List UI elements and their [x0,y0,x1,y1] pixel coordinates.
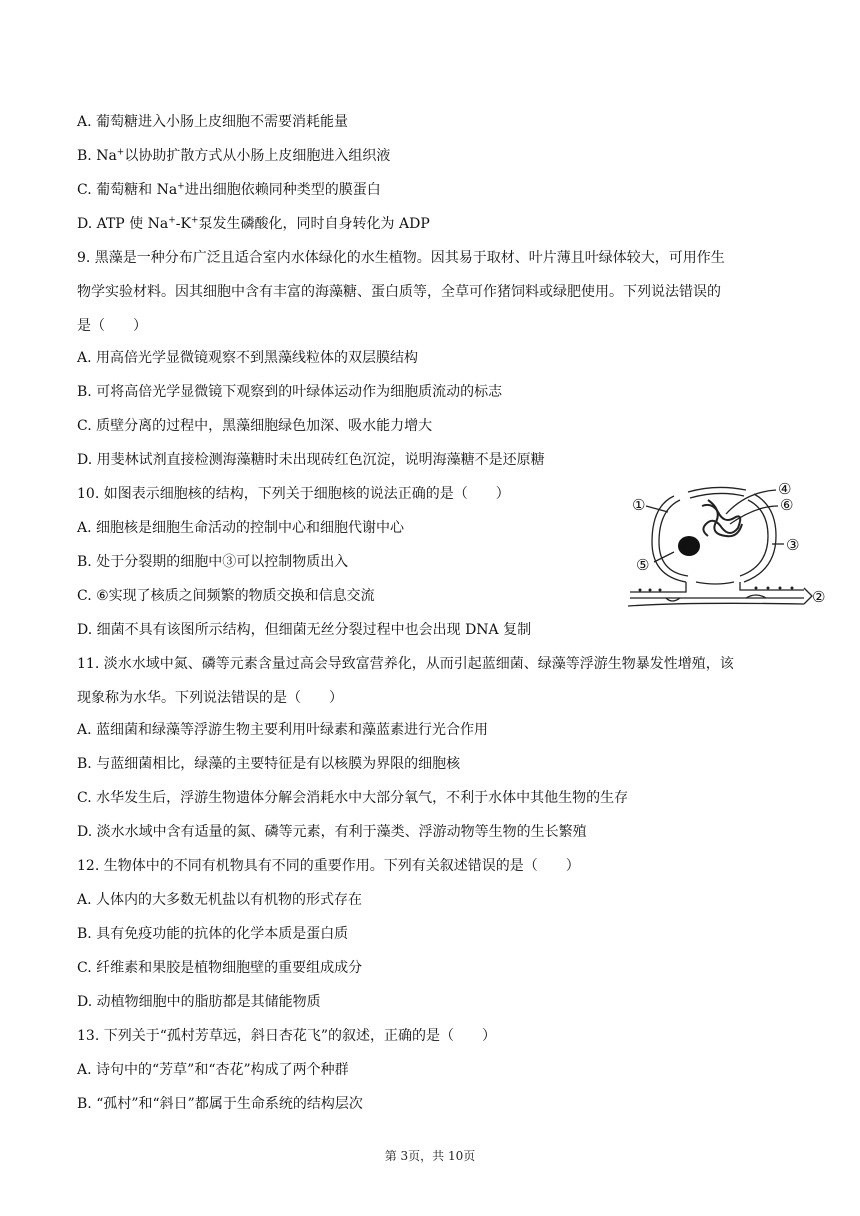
q9-option-a: A. 用高倍光学显微镜观察不到黑藻线粒体的双层膜结构 [77,350,419,366]
q8-option-a: A. 葡萄糖进入小肠上皮细胞不需要消耗能量 [77,114,349,130]
leader-5 [654,552,674,562]
leader-6 [730,506,778,524]
nuclear-envelope-right-outer [744,494,776,582]
q8-option-b-sup: + [116,147,125,158]
q8-option-b [77,146,390,166]
q8-option-b-suffix: 以协助扩散方式从小肠上皮细胞进入组织液 [124,148,391,164]
nuclear-envelope-top-outer [688,487,746,492]
q13-option-b: B. “孤村”和“斜日”都属于生命系统的结构层次 [77,1096,363,1112]
q9-stem-line3: 是（ ） [77,318,147,334]
q10-stem: 10. 如图表示细胞核的结构，下列关于细胞核的说法正确的是（ ） [77,486,510,502]
q8-option-c-sup: + [177,181,185,192]
er-connection-left [630,582,686,592]
q12-option-b: B. 具有免疫功能的抗体的化学本质是蛋白质 [77,926,349,942]
nuclear-envelope-bottom [696,582,734,584]
q8-option-c [77,180,381,200]
nuclear-envelope-top-inner [690,493,744,498]
q8-option-d-mid: -K [175,216,191,232]
label-4: ④ [778,480,792,498]
leader-1 [646,506,668,512]
q8-option-d-sup1: + [168,215,176,226]
q8-option-d-suffix: 泵发生磷酸化，同时自身转化为 ADP [198,216,430,232]
q9-option-b: B. 可将高倍光学显微镜下观察到的叶绿体运动作为细胞质流动的标志 [77,384,503,400]
label-5: ⑤ [636,556,650,574]
q11-option-d: D. 淡水水域中含有适量的氮、磷等元素，有利于藻类、浮游动物等生物的生长繁殖 [77,824,587,840]
er-bottom-membrane [628,603,804,606]
q11-option-a: A. 蓝细菌和绿藻等浮游生物主要利用叶绿素和藻蓝素进行光合作用 [77,722,489,738]
q13-option-a: A. 诗句中的“芳草”和“杏花”构成了两个种群 [77,1062,349,1078]
q8-option-d-prefix: D. ATP 使 Na [77,216,169,232]
q9-option-d: D. 用斐林试剂直接检测海藻糖时未出现砖红色沉淀，说明海藻糖不是还原糖 [77,452,545,468]
q10-option-b: B. 处于分裂期的细胞中③可以控制物质出入 [77,554,349,570]
label-2: ② [812,588,826,606]
q8-option-d-sup2: + [190,215,199,226]
label-6: ⑥ [780,496,794,514]
q10-option-d: D. 细菌不具有该图所示结构，但细菌无丝分裂过程中也会出现 DNA 复制 [77,622,532,638]
q12-stem: 12. 生物体中的不同有机物具有不同的重要作用。下列有关叙述错误的是（ ） [77,858,580,874]
q11-option-c: C. 水华发生后，浮游生物遗体分解会消耗水中大部分氧气，不利于水体中其他生物的生存 [77,790,629,806]
q8-option-c-prefix: C. 葡萄糖和 Na [77,182,178,198]
label-3: ③ [786,536,800,554]
q11-stem-line1: 11. 淡水水域中氮、磷等元素含量过高会导致富营养化，从而引起蓝细菌、绿藻等浮游生物暴发性增殖，该 [77,656,734,672]
q8-option-b-prefix: B. Na [77,148,117,164]
er-connection-right [740,582,804,590]
q9-stem-line2: 物学实验材料。因其细胞中含有丰富的海藻糖、蛋白质等，全草可作猪饲料或绿肥使用。下列说法错误的 [77,284,721,300]
q12-option-d: D. 动植物细胞中的脂肪都是其储能物质 [77,994,321,1010]
q13-stem: 13. 下列关于“孤村芳草远，斜日杏花飞”的叙述，正确的是（ ） [77,1028,497,1044]
q8-option-d [77,214,430,234]
q9-option-c: C. 质壁分离的过程中，黑藻细胞绿色加深、吸水能力增大 [77,418,433,434]
q10-option-a: A. 细胞核是细胞生命活动的控制中心和细胞代谢中心 [77,520,405,536]
q10-option-c: C. ⑥实现了核质之间频繁的物质交换和信息交流 [77,588,375,604]
q11-option-b: B. 与蓝细菌相比，绿藻的主要特征是有以核膜为界限的细胞核 [77,756,461,772]
label-1: ① [632,496,646,514]
nucleus-structure-diagram [626,480,826,610]
q11-stem-line2: 现象称为水华。下列说法错误的是（ ） [77,690,343,706]
page-footer: 第 3页，共 10页 [384,1149,476,1163]
q12-option-a: A. 人体内的大多数无机盐以有机物的形式存在 [77,892,363,908]
q9-stem-line1: 9. 黑藻是一种分布广泛且适合室内水体绿化的水生植物。因其易于取材、叶片薄且叶绿体较大，可用作生 [77,250,725,266]
nucleolus [678,536,700,556]
q12-option-c: C. 纤维素和果胶是植物细胞壁的重要组成成分 [77,960,363,976]
bracket-2 [804,588,812,604]
q8-option-c-suffix: 进出细胞依赖同种类型的膜蛋白 [184,182,381,198]
